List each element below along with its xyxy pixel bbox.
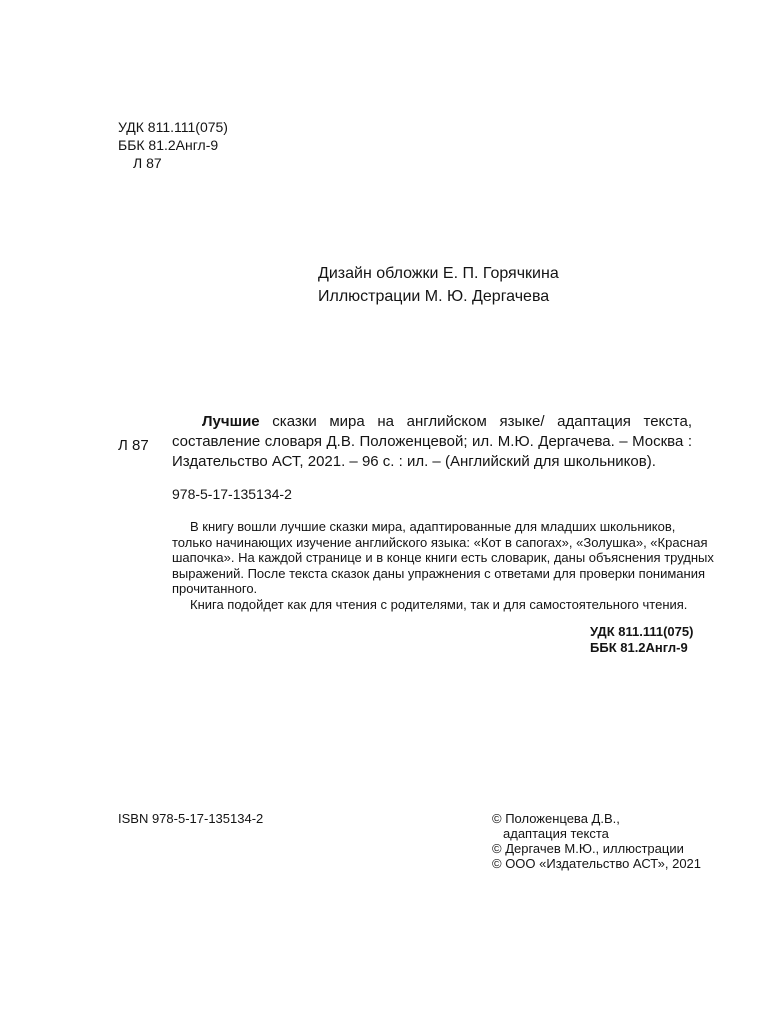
biblio-line-3: Издательство АСТ, 2021. – 96 с. : ил. – (Английский для школьников). — [172, 453, 656, 470]
copyright-block — [492, 811, 701, 871]
biblio-line-1-rest: сказки мира на английском языке/ адаптация текста, — [259, 413, 692, 430]
biblio-line-1 — [172, 412, 692, 432]
footer-isbn: ISBN 978-5-17-135134-2 — [118, 811, 264, 826]
annotation-line: В книгу вошли лучшие сказки мира, адаптированные для младших школьников, — [190, 519, 676, 534]
bbk-code-bottom: ББК 81.2Англ-9 — [590, 640, 688, 655]
classification-bottom — [590, 624, 693, 656]
annotation — [172, 519, 714, 612]
bibliographic-description — [172, 412, 692, 472]
copyright-line: © Дергачев М.Ю., иллюстрации — [492, 841, 684, 856]
biblio-line-2: составление словаря Д.В. Положенцевой; ил. М.Ю. Дергачева. – Москва : — [172, 433, 692, 450]
udk-code: УДК 811.111(075) — [118, 119, 228, 135]
book-title-bold: Лучшие — [202, 413, 260, 430]
cover-design-credit: Дизайн обложки Е. П. Горячкина — [318, 265, 559, 282]
author-mark: Л 87 — [133, 155, 162, 171]
copyright-line: © ООО «Издательство АСТ», 2021 — [492, 856, 702, 871]
annotation-line: только начинающих изучение английского языка: «Кот в сапогах», «Золушка», «Красная — [172, 534, 708, 550]
bbk-code: ББК 81.2Англ-9 — [118, 137, 219, 153]
annotation-line: Книга подойдет как для чтения с родителями, так и для самостоятельного чтения. — [190, 596, 688, 612]
annotation-line: выражений. После текста сказок даны упражнения с ответами для проверки понимания — [172, 565, 706, 581]
copyright-line: адаптация текста — [503, 826, 609, 841]
illustrations-credit: Иллюстрации М. Ю. Дергачева — [318, 288, 550, 305]
annotation-line: прочитанного. — [172, 581, 258, 596]
copyright-line: © Положенцева Д.В., — [492, 811, 620, 826]
bibliographic-author-mark: Л 87 — [118, 437, 149, 454]
udk-code-bottom: УДК 811.111(075) — [590, 624, 694, 639]
classification-block — [118, 118, 228, 172]
annotation-line: шапочка». На каждой странице и в конце книги есть словарик, даны объяснения трудных — [172, 550, 714, 565]
credits-block — [318, 262, 559, 308]
isbn-number: 978-5-17-135134-2 — [172, 486, 292, 502]
